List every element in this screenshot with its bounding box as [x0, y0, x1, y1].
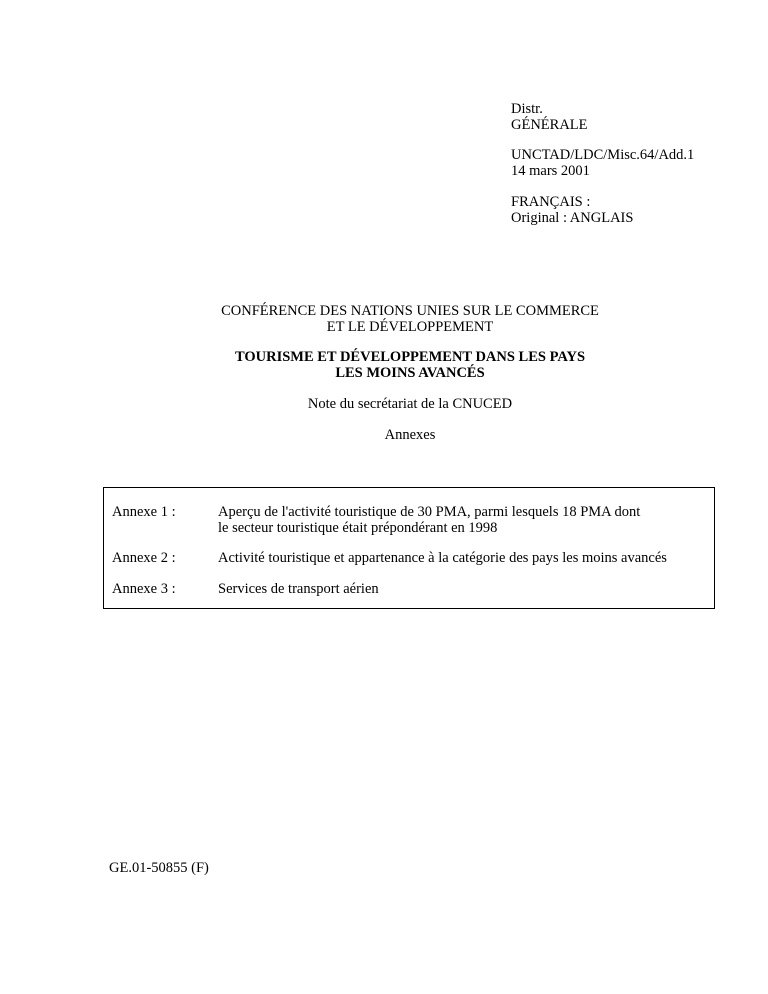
- annex-description: Services de transport aérien: [218, 581, 379, 597]
- document-language: FRANÇAIS :: [511, 194, 591, 210]
- annex-description: Aperçu de l'activité touristique de 30 PMA, parmi lesquels 18 PMA dont: [218, 504, 641, 520]
- annex-list-box: [103, 487, 715, 609]
- annex-label: Annexe 1 :: [112, 504, 176, 520]
- annex-description: Activité touristique et appartenance à la catégorie des pays les moins avancés: [218, 550, 667, 566]
- annexes-heading: Annexes: [384, 427, 436, 443]
- original-language: Original : ANGLAIS: [511, 210, 634, 226]
- annex-label: Annexe 2 :: [112, 550, 176, 566]
- annex-description-continued: le secteur touristique était prépondérant en 1998: [218, 520, 498, 536]
- job-number: GE.01-50855 (F): [109, 860, 209, 876]
- distribution-value: GÉNÉRALE: [511, 117, 588, 133]
- conference-name-line1: CONFÉRENCE DES NATIONS UNIES SUR LE COMMERCE: [221, 303, 599, 319]
- document-date: 14 mars 2001: [511, 163, 590, 179]
- document-symbol: UNCTAD/LDC/Misc.64/Add.1: [511, 147, 695, 163]
- document-subtitle: Note du secrétariat de la CNUCED: [307, 396, 513, 412]
- distr-label: Distr.: [511, 101, 543, 117]
- conference-name-line2: ET LE DÉVELOPPEMENT: [326, 319, 494, 335]
- document-title-line1: TOURISME ET DÉVELOPPEMENT DANS LES PAYS: [234, 349, 586, 365]
- annex-label: Annexe 3 :: [112, 581, 176, 597]
- document-title-line2: LES MOINS AVANCÉS: [335, 365, 485, 381]
